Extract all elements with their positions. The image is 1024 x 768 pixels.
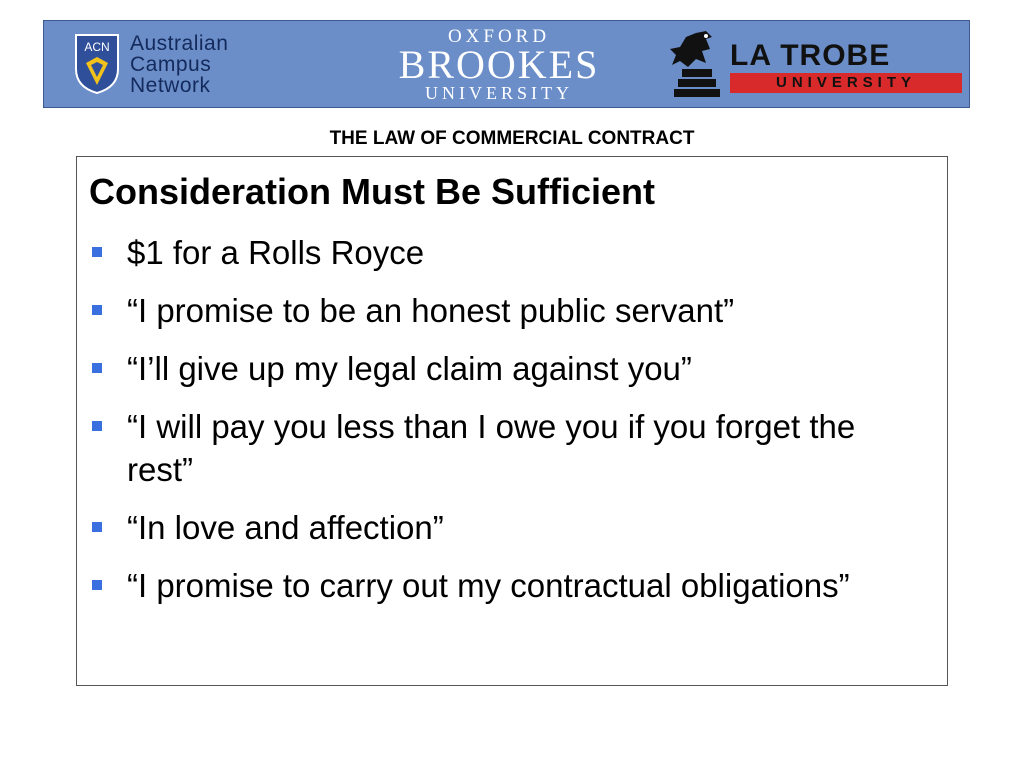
- eagle-icon: [666, 27, 728, 103]
- square-bullet-icon: [92, 363, 102, 373]
- course-title: THE LAW OF COMMERCIAL CONTRACT: [329, 128, 695, 149]
- bullet-item: [89, 405, 889, 491]
- la-trobe-logo: [666, 27, 966, 103]
- bullet-text: “I promise to be an honest public servant”: [127, 292, 735, 329]
- acn-wordmark: [130, 33, 228, 96]
- bullet-text: “I promise to carry out my contractual obligations”: [127, 567, 850, 604]
- bullet-text: “I’ll give up my legal claim against you”: [127, 350, 692, 387]
- acn-logo: [74, 33, 274, 97]
- slide-heading: Consideration Must Be Sufficient: [89, 171, 656, 212]
- bullet-list: [89, 231, 889, 622]
- bullet-text: $1 for a Rolls Royce: [127, 234, 425, 271]
- la-trobe-name: LA TROBE: [730, 39, 891, 72]
- acn-abbr: ACN: [84, 40, 110, 54]
- la-trobe-sub: UNIVERSITY: [730, 73, 962, 93]
- oxford-brookes-logo: [354, 27, 644, 103]
- logo-banner: [43, 20, 970, 108]
- bullet-item: [89, 564, 889, 607]
- bullet-item: [89, 289, 889, 332]
- bullet-text: “In love and affection”: [127, 509, 444, 546]
- acn-line-2: Campus: [130, 53, 212, 76]
- square-bullet-icon: [92, 580, 102, 590]
- square-bullet-icon: [92, 522, 102, 532]
- slide-content-box: [76, 156, 948, 686]
- square-bullet-icon: [92, 421, 102, 431]
- square-bullet-icon: [92, 305, 102, 315]
- bullet-item: [89, 347, 889, 390]
- oxford-brookes-line-1: OXFORD: [447, 26, 551, 47]
- bullet-item: [89, 506, 889, 549]
- bullet-item: [89, 231, 889, 274]
- bullet-text: “I will pay you less than I owe you if you forget the rest”: [127, 408, 856, 488]
- acn-shield-icon: [74, 33, 120, 95]
- acn-line-1: Australian: [130, 32, 229, 55]
- oxford-brookes-line-3: UNIVERSITY: [425, 83, 573, 103]
- oxford-brookes-line-2: BROOKES: [398, 42, 600, 87]
- square-bullet-icon: [92, 247, 102, 257]
- acn-line-3: Network: [130, 74, 211, 97]
